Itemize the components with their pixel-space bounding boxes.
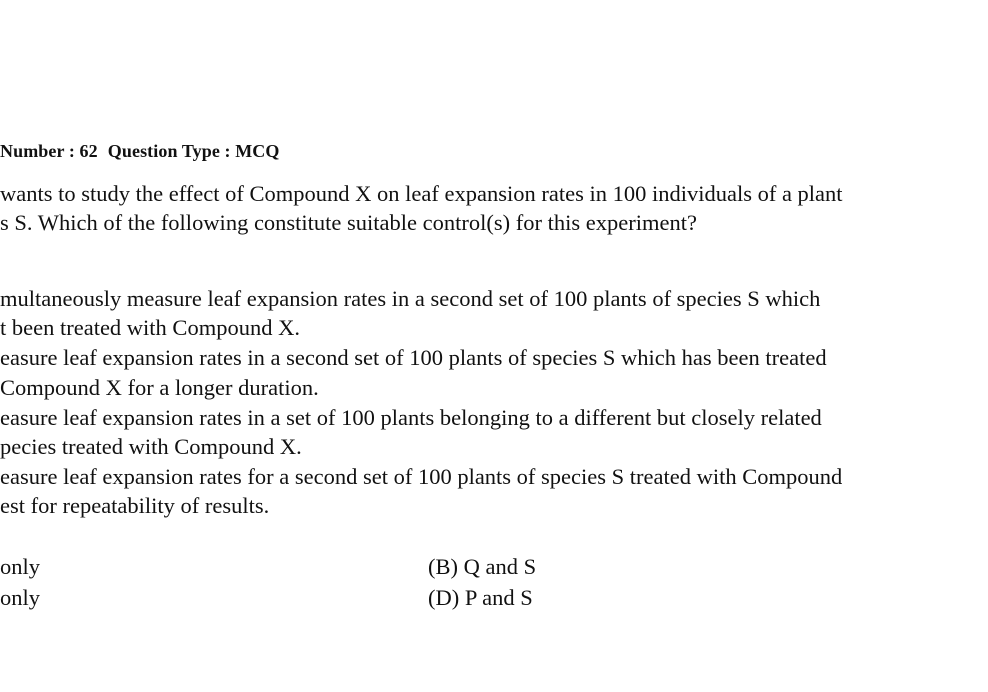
statement-s-line-2: est for repeatability of results. — [0, 493, 270, 518]
question-text-line-2: s S. Which of the following constitute suitable control(s) for this experiment? — [0, 210, 697, 235]
question-type: Question Type : MCQ — [107, 141, 280, 161]
statement-q-line-1: easure leaf expansion rates in a second set of 100 plants of species S which has been treated — [0, 345, 827, 370]
statement-q-line-2: Compound X for a longer duration. — [0, 375, 319, 400]
statement-s-line-1: easure leaf expansion rates for a second set of 100 plants of species S treated with Compound — [0, 464, 843, 489]
question-header — [0, 141, 280, 162]
option-b[interactable]: (B) Q and S — [428, 554, 537, 579]
statement-r-line-2: pecies treated with Compound X. — [0, 434, 302, 459]
statement-p-line-2: t been treated with Compound X. — [0, 315, 300, 340]
option-d[interactable]: (D) P and S — [428, 585, 533, 610]
question-number: Number : 62 — [0, 141, 98, 161]
question-text-line-1: wants to study the effect of Compound X on leaf expansion rates in 100 individuals of a plant — [0, 181, 843, 206]
statement-p-line-1: multaneously measure leaf expansion rates in a second set of 100 plants of species S which — [0, 286, 821, 311]
option-c[interactable]: only — [0, 585, 41, 610]
option-a[interactable]: only — [0, 554, 41, 579]
statement-r-line-1: easure leaf expansion rates in a set of 100 plants belonging to a different but closely related — [0, 405, 822, 430]
